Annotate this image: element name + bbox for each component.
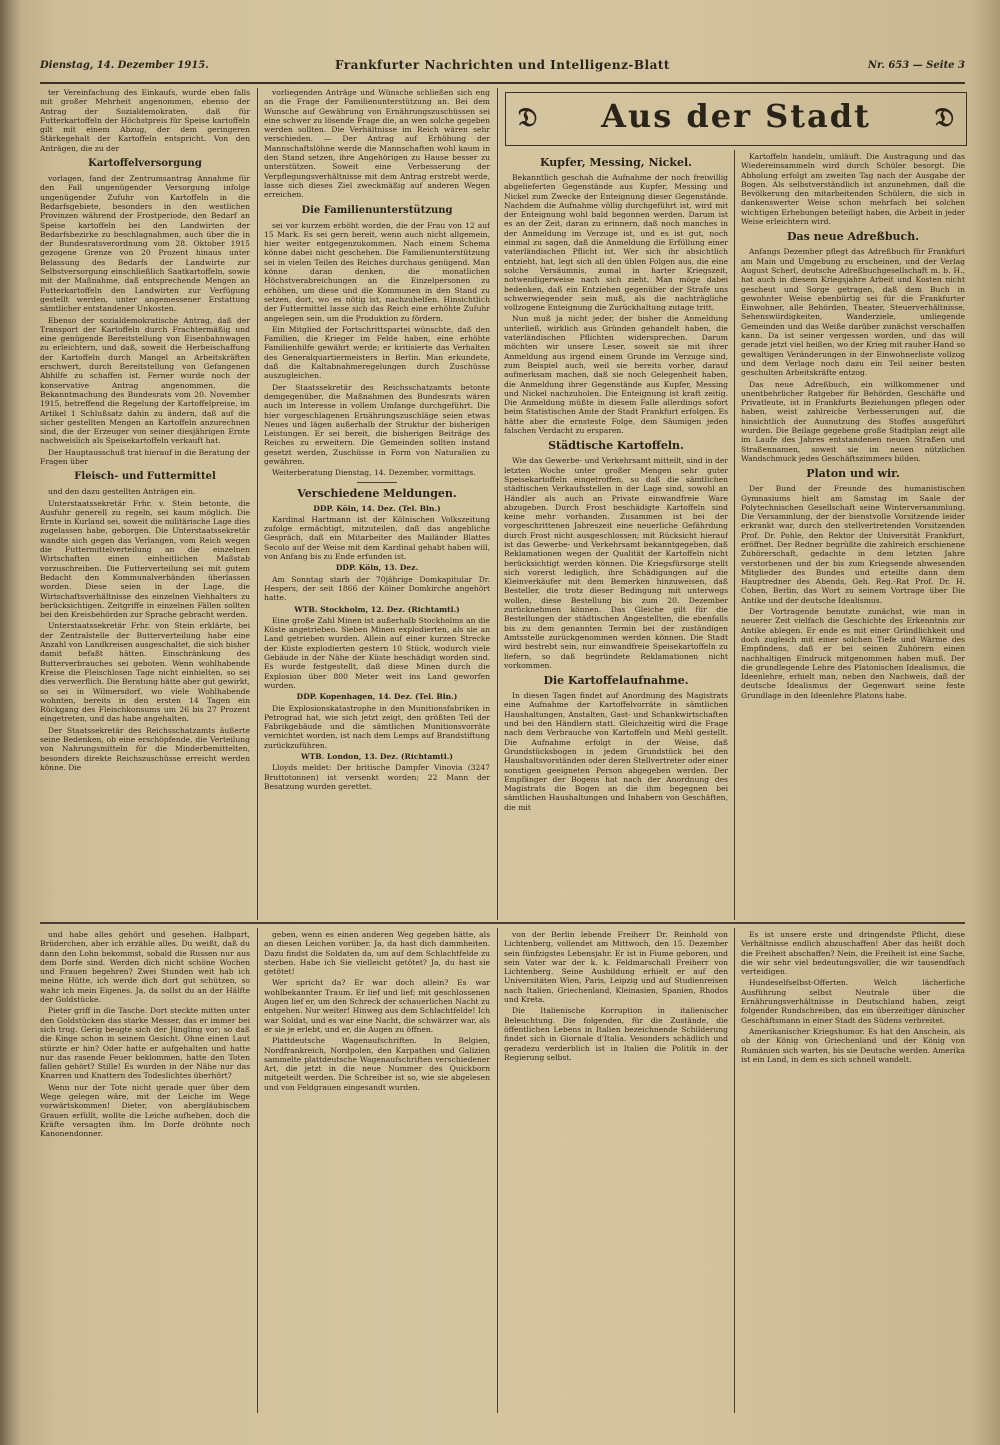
dateline: DDP. Köln, 14. Dez. (Tel. Bln.) <box>313 503 441 513</box>
feuilleton-paragraph: Plattdeutsche Wagenaufschriften. In Belgien, Nordfrankreich, Nordpolen, den Karpathen und Galizien sammelte plattdeutsche Wagenaufschriften verschiedener Art, die jetzt in die neue Nummer des Quickborn mitgeteilt werden. Die Schreiber ist so, wie sie abgelesen und von Feldgrauen eingesandt wurden. <box>264 1036 490 1092</box>
col4-heading-platon: Platon und wir. <box>806 467 900 481</box>
col3-heading-kupfer: Kupfer, Messing, Nickel. <box>539 156 693 169</box>
column-rule-3 <box>734 150 735 920</box>
notes-paragraph: Hundeselfselbst-Offerten. Welch lächerliche Ausführung selbst Neutrale über die Ernährungsverhältnisse in Deutschland haben, zeigt folgender Rundschreiben, das ein überzeitiger dänischer Geschäftsmann in einer Stadt des Südens verbreitet. <box>741 978 965 1025</box>
dateline: WTB. London, 13. Dez. (Richtamtl.) <box>301 752 453 761</box>
feuilleton-paragraph: und habe alles gehört und gesehen. Halbpart, Brüderchen, aber ich erzähle alles. Du weißt, daß du dann den Lohn bekommst, sobald die Russen nur aus dem Dorfe sind. Werden dich nicht schöne Wochen und Frauen begehren? Zwei Stunden weit hab ich meine Hütte, ich werde dich dort gut schützen, so wahr ich mein Eigenes. Ja, da sollst du an der Hälfte der Goldstücke. <box>40 930 250 1005</box>
separator <box>357 482 397 483</box>
col1-paragraph: Unterstaatssekretär Frhr. v. Stein betonte, die Ausfuhr generell zu regeln, sei kaum möglich. Die Ernte in Kurland sei, soweit die militärische Lage dies zugelassen habe, geborgen. Die Unterstaatssekretär wandte sich gegen das Verlangen, vom Reich wegen die Futtermittelverteilung an die einzelnen Wirtschaften einen einheitlichen Maßstab vorzuschreiben. Die Futterverteilung sei mit gutem Bedacht den Kommunalverbänden überlassen worden. Diese seien in der Lage, die Wirtschaftsverhältnisse des einzelnen Viehhalters zu berücksichtigen. Zeitgriffe in einzelnen Fällen sollten bei den Kreisbehörden zur Sprache gebracht werden. <box>40 498 250 620</box>
feuilleton-paragraph: Wer spricht da? Er war doch allein? Es war wohlbekannter Traum. Er lief und lief; mit geschlossenen Augen lief er, um den Schreck der schauerlichen Nacht zu entgehen. Nur weiter! Hinweg aus dem Schlachtfelde! Ich war Soldat, und es war eine Nacht, die schwärzer war, als er sie je erlebt, und er, die Augen zu öffnen. <box>264 978 490 1034</box>
col3-heading-kartoffelaufnahme: Die Kartoffelaufnahme. <box>543 674 689 688</box>
col2-paragraph: Ein Mitglied der Fortschrittspartei wünschte, daß den Familien, die Krieger im Felde haben, eine erhöhte Familienhilfe gewährt werde; er kritisierte das Verhalten des Generalquartiermeisters in Berlin. Man erkundete, daß die Kaltabnahmeregelungen durch Zuschüsse auszugleichen. <box>264 324 490 381</box>
col1-paragraph: ter Vereinfachung des Einkaufs, wurde eben falls mit großer Mehrheit angenommen, ebenso der Antrag der Sozialdemokraten, daß für Futterkartoffeln der Höchstpreis für Speise kartoffeln gilt mit einem Abzug, der dem geringeren Stärkegehalt der Kartoffeln entspricht. Von den Anträgen, die zu der <box>40 88 250 153</box>
col1-heading-fleisch: Fleisch- und Futtermittel <box>74 471 216 483</box>
col4-paragraph: Der Bund der Freunde des humanistischen Gymnasiums hielt am Samstag im Saale der Polytechnischen Gesellschaft seine Winterversammlung. Die Versammlung, der der bienstvolle Vorsitzende leider erkrankt war, durch den stellvertretenden Vorsitzenden Prof. Dr. Pohle, den Rektor der Universität Frankfurt, eröffnet. Der Redner begrüßte die zahlreich erschienene Zuhörerschaft, gedachte in dem letzten Jahre verstorbenen und der bis zum Kriegsende abwesenden Mitglieder des Bundes und erteilte dann dem Hauptredner des Abends, Geh. Reg.-Rat Prof. Dr. H. Cohen, Berlin, das Wort zu seinem Vortrage über Die Antike und der deutsche Idealismus. <box>741 484 965 605</box>
column-2 <box>264 88 490 918</box>
col2-paragraph: Kardinal Hartmann ist der Kölnischen Volkszeitung zufolge ermächtigt, mitzuteilen, daß das angebliche Gespräch, daß ein Mitarbeiter des Mailänder Blattes Secolo auf der Weise mit dem Kardinal gehabt haben will, von Anfang bis zu Ende erfunden ist. <box>264 514 490 562</box>
col2-heading-familienunterstuetzung: Die Familienunterstützung <box>301 204 453 216</box>
col4-heading-adressbuch: Das neue Adreßbuch. <box>786 230 920 244</box>
feuilleton-paragraph: Pieter griff in die Tasche. Dort steckte mitten unter den Goldstücken das starke Messer, das er immer bei sich trug. Gerig beugte sich der Jüngling vor; so daß die Kinge schon in seinem Gesicht. Ohne einen Laut stürzte er hin? Oder hatte er aufgehalten und hatte nur das rasende Feuer beklommen, hatte den Toten fallen gehört? Stille! Es wurden in der Nähe nur das Knarren und Knattern des Todeslichtes überhört? <box>40 1006 250 1081</box>
notes-paragraph: Es ist unsere erste und dringendste Pflicht, diese Verhältnisse endlich abzuschaffen! Aber das heißt doch die Freiheit abschaffen? Nein, die Freiheit ist eine Sache, die wir sehr viel bedeutungsvoller, die wir tausendfach verteidigen. <box>741 930 965 977</box>
column-3 <box>504 152 728 918</box>
col1-paragraph: Der Staatssekretär des Reichsschatzamts äußerte seine Bedenken, ob eine erschöpfende, die Verteilung von Nahrungsmitteln für die Minderbemittelten, besonders direkte Reichszuschüsse erreicht werden könne. Die <box>40 725 250 772</box>
column-rule-1 <box>257 88 258 920</box>
col1-paragraph: und den dazu gestellten Anträgen ein. <box>48 487 196 497</box>
col4-paragraph: Anfangs Dezember pflegt das Adreßbuch für Frankfurt am Main und Umgebung zu erscheinen, und der Verlag August Scherl, deutsche Adreßbuchgesellschaft m. b. H., hat auch in diesem Kriegsjahre Arbeit und Kosten nicht gescheut und Sorge getragen, daß dem Buch in gewohnter Weise ebenbürtig sei für die Frankfurter Einwohner, alle Behörden, Theater, Steuerverhältnisse, Sehenswürdigkeiten, Wanderziele, umliegende Gemeinden und das Weiße darüber zunächst verschaffen kann. Da ist seiner vergessen worden, und das will gerade jetzt viel heißen, wo der Krieg mit rauher Hand so gewaltigen Veränderungen in der Einwohnerliste vollzog und dem Verlage noch dazu ein Teil seiner besten geschulten Arbeitskräfte entzog. <box>741 247 965 378</box>
col2-paragraph: Am Sonntag starb der 70jährige Domkapitular Dr. Hespers, der seit 1866 der Kölner Domkirche angehört hatte. <box>264 574 490 603</box>
col1-paragraph: vorlagen, fand der Zentrumsantrag Annahme für den Fall ungenügender Versorgung infolge ungenügender Zufuhr von Kartoffeln in die Bedarfsgebiete, besonders in den westlichen Provinzen während der Frostperiode, den Bedarf an Speise kartoffeln bei den Landwirten der Bedarfsbezirke zu beschlagnahmen, auch über die in der Bundesratsverordnung vom 28. Oktober 1915 gezogene Grenze von 20 Prozent hinaus unter Belassung des Bedarfs der Landwirte zur Selbstversorgung einschließlich Saatkartoffeln, sowie mit der Maßnahme, daß entsprechende Mengen an Futterkartoffeln den Landwirten zur Verfügung gestellt werden, unter angemessener Erstattung sämtlicher entstandener Unkosten. <box>40 174 250 314</box>
col3-heading-kartoffeln: Städtische Kartoffeln. <box>548 439 684 453</box>
col3-paragraph: Nun muß ja nicht jeder, der bisher die Anmeldung unterließ, wirklich aus Gründen gehandelt haben, die vaterländischen Pflichten widersprechen. Darum möchten wir unsere Leser, soweit sie mit ihrer Anmeldung aus irgend einem Grunde im Verzuge sind, zum Beispiel auch, weil sie bereits vorher, darauf aufmerksam machen, daß sie noch Gelegenheit haben, die Anmeldung ihrer Gegenstände aus Kupfer, Messing und Nickel nachzuholen. Die Enteignung ist kraft zeitig. Die Anmeldung müßte in diesem Falle allerdings sofort beim Statistischen Amte der Stadt Frankfurt erfolgen. Es hätte aber die ernsteste Folge, dem Säumigen jeden falschen Verdacht zu ersparen. <box>504 314 728 436</box>
col1-heading-kartoffelversorgung: Kartoffelversorgung <box>88 158 202 170</box>
col2-paragraph: Eine große Zahl Minen ist außerhalb Stockholms an die Küste angetrieben. Sieben Minen explodierten, als sie an Land getrieben wurden. Allein auf einer kurzen Strecke der Küste explodierten gestern 10 Stück, wodurch viele Gebäude in der Nähe der Küste beschädigt worden sind. Es wurde festgestellt, daß diese Minen durch die Explosion über 800 Meter weit ins Land geworfen wurden. <box>264 615 490 690</box>
column-rule-2 <box>497 88 498 920</box>
lower-column-rule-2 <box>497 928 498 1413</box>
header-page-number: Nr. 653 — Seite 3 <box>867 60 965 71</box>
col3-paragraph: Bekanntlich geschah die Aufnahme der noch freiwillig abgelieferten Gegenstände aus Kupfer, Messing und Nickel zum Zwecke der Enteignung dieser Gegenstände. Nachdem die Aufnahme völlig durchgeführt ist, wird mit der Enteignung wohl bald begonnen werden. Darum ist es an der Zeit, daran zu erinnern, daß noch manches in der Anmeldung im Verzuge ist, und es ist gut, noch einmal zu sagen, daß die Anmeldung die Erfüllung einer vaterländischen Pflicht ist. Wer sich ihr absichtlich entzieht, hat, legt sich all den üblen Folgen aus, die eine solche Versäumnis, zumal in harter Kriegszeit, notwendigerweise nach sich zieht. Man möge dabei bedenken, daß ein Entziehen gegenüber der Strafe uns schwerwiegender sein muß, als die nachträgliche vollzogene Enteignung die Zurückhaltung zutage tritt. <box>504 173 728 313</box>
col2-paragraph: sei vor kurzem erhöht worden, die der Frau von 12 auf 15 Mark. Es sei gern bereit, wenn auch nicht allgemein, hier weiter entgegenzukommen. Nach einem Schema könne dabei nicht geschehen. Die Familienunterstützung sei in vielen Teilen des Reiches durchaus genügend. Man könne daran denken, die monatlichen Höchstverabreichungen an die Einzelpersonen zu erhöhen, um diese und die Kommunen in den Stand zu setzen, dort, wo es nötig ist, nachzuhelfen. Hinsichtlich der Futtermittel lasse sich das Reich eine erhöhte Zufuhr angelegen sein, um die Produktion zu fördern. <box>264 220 490 323</box>
header-newspaper-name: Frankfurter Nachrichten und Intelligenz-Blatt <box>335 58 670 72</box>
col3-paragraph: In diesen Tagen findet auf Anordnung des Magistrats eine Aufnahme der Kartoffelvorräte in sämtlichen Haushaltungen, Anstalten, Gast- und Schankwirtschaften und bei den Händlern statt. Gleichzeitig wird die Frage nach dem Verbrauche von Kartoffeln und Mehl gestellt. Die Aufnahme erfolgt in der Weise, daß Grundstücksbogen in jedem Grundstück bei den Haushaltsvorständen oder deren Stellvertreter oder einer sonstigen geeigneten Person abgegeben werden. Der Empfänger der Bogens hat nach der Anordnung des Magistrats die Bogen an die ihm begegnen bei sämtlichen Haushaltungen und Inhabern von Geschäften, die mit <box>504 691 728 812</box>
col2-paragraph: vorliegenden Anträge und Wünsche schließen sich eng an die Frage der Familienunterstützung an. Bei dem Wunsche auf Gewährung von Ernährungszuschüssen sei eine schwer zu lösende Frage die, an wen solche gegeben werden sollten. Die Verhältnisse im Reich wären sehr verschieden. — Der Antrag auf Erhöhung der Mannschaftslöhne werde die Mannschaften wohl kaum in den Stand setzen, ihre Angehörigen zu Hause besser zu unterstützen. Soweit eine Verbesserung der Verpflegungsverhältnisse mit dem Antrag erstrebt werde, lasse sich dieses Ziel zweckmäßig auf anderen Wegen erreichen. <box>264 88 490 200</box>
dateline: WTB. Stockholm, 12. Dez. (Richtamtl.) <box>294 604 460 614</box>
lower-column-1 <box>40 930 250 1410</box>
lower-column-rule-3 <box>734 928 735 1413</box>
lower-column-2 <box>264 930 490 1410</box>
lower-column-3 <box>504 930 728 1410</box>
lower-column-rule-1 <box>257 928 258 1413</box>
feuilleton-paragraph: geben, wenn es einen anderen Weg gegeben hätte, als an diesen Leichen vorüber. Ja, da hast dich dammheiten. Dazu findst die Soldaten da, um auf dem Schlachtfelde zu sterben. Habe ich Sie vielleicht getötet? Ja, du hast sie getötet! <box>264 930 490 977</box>
notes-paragraph: Die Italienische Korruption in italienischer Beleuchtung. Die folgenden, für die Zustände, die öffentlichen Lebens in Italien bezeichnende Schilderung findet sich in Giornale d'Italia. Vesonders schädlich und geradezu verderblich ist in Italien die Politik in der Regierung selbst. <box>504 1006 728 1062</box>
feuilleton-paragraph: Wenn nur der Tote nicht gerade quer über dem Wege gelegen wäre, mit der Leiche im Wege vorwärtskommen! Dieter, von abergläubischem Grauen erfüllt, wollte die Leiche aufheben, doch die Kräfte versagten ihm. Im Dorfe dröhnte noch Kanonendonner. <box>40 1082 250 1139</box>
page-header <box>40 56 965 84</box>
col2-paragraph: Weiterberatung Dienstag, 14. Dezember, vormittags. <box>272 468 476 478</box>
col1-paragraph: Unterstaatssekretär Frhr. von Stein erklärte, bei der Zentralstelle der Butterverteilung habe eine Anzahl von Landkreisen ausgeschaltet, die sich bisher damit befaßt hätten. Einschränkung des Butterverbrauches sei geboten. Wenn wohlhabende Kreise die Fleischlosen Tage nicht einhielten, so sei dies verwerflich. Die Beratung hätte aber gut gewirkt, so sei in Wilmersdorf, wo viele Wohlhabende wohnten, bereits in den ersten 14 Tagen ein Rückgang des Fleischkonsums um 26 bis 27 Prozent eingetreten, und das habe angehalten. <box>40 621 250 724</box>
col3-paragraph: Wie das Gewerbe- und Verkehrsamt mitteilt, sind in der letzten Woche unter großer Mengen sehr guter Speisekartoffeln eingetroffen, so daß die sämtlichen städtischen Verkaufsstellen in der Lage sind, sowohl an Händler als auch an Private einwandfreie Ware abzugeben. Durch Frost beschädigte Kartoffeln sind keine mehr vorhanden. Zusammen ist bei der vorgeschrittenen Jahreszeit eine neuerliche Gefährdung durch Frost nicht ausgeschlossen; mit Rücksicht hierauf ist das Gewerbe- und Verkehrsamt bekanntgegeben, daß Reklamationen wegen der Qualität der Kartoffeln nicht berücksichtigt werden können. Die Kriegsfürsorge stellt sich vorerst lediglich, ihre Schädigungen auf die Kleinverkäufer mit dem Bemerken hinzuweisen, daß Besteller, die trotz dieser Bedingung mit unterwegs wollen, diese Bestellung bis zum 20. Dezember zurücknehmen können. Das Gleiche gilt für die Bestellungen der städtischen Angestellten, die ebenfalls bis zu dem genannten Termin bei der zuständigen Amtsstelle zurückgenommen werden können. Die Stadt wird bestrebt sein, nur einwandfreie Speisekartoffeln zu liefern, so daß begründete Reklamationen nicht vorkommen. <box>504 456 728 670</box>
col2-paragraph: Der Staatssekretär des Reichsschatzamts betonte demgegenüber, die Maßnahmen des Bundesrats wären auch im Interesse in vollem Umfange durchgeführt. Die hier vorgeschlagenen Ernährungszuschläge seien etwas Neues und lägen außerhalb der Struktur der bisherigen Leistungen. Er sei bereit, die bisherigen Beiträge des Reiches zu erweitern. Die Gemeinden sollten instand gesetzt werden, Zuschüsse in Form von Naturalien zu gewähren. <box>264 382 490 466</box>
section-banner <box>505 92 967 146</box>
col4-paragraph: Das neue Adreßbuch, ein willkommener und unentbehrlicher Ratgeber für Behörden, Geschäfte und Privatleute, ist in Frankfurts Beziehungen pflegen oder haben, weist zahlreiche Verbesserungen auf, die hinsichtlich der Ausnutzung des Stoffes ausgeführt wurden. Die Beilage gegebene große Stadtplan zeigt alle im Laufe des Jahres entstandenen neuen Straßen und Straßennamen, soweit sie im neuen nützlichen Wandschmuck jedes Geschäftszimmers bilden. <box>741 379 965 463</box>
section-divider <box>40 922 965 924</box>
col4-paragraph: Der Vortragende benutzte zunächst, wie man in neuerer Zeit vielfach die Geschichte des Erkenntnis zur Antike ablegen. Er ende es mit einer Gründlichkeit und doch zugleich mit einer solchen Tiefe und Wärme des Empfindens, daß er bei seinen Zuhörern einen nachhaltigen Eindruck mitgenommen haben muß. Der die grundlegende Lehre des Platonischen Idealismus, die Ideenlehre, erhielt man, neben den Nachweis, daß der deutsche Idealismus der Gegenwart seine feste Grundlage in den Ideenlehre Platons habe. <box>741 607 965 700</box>
dateline: DDP. Köln, 13. Dez. <box>335 563 419 573</box>
column-4 <box>741 152 965 918</box>
col4-paragraph: Kartoffeln handeln, umläuft. Die Austragung und das Wiedereinsammeln wird durch Schüler besorgt. Die Abholung erfolgt am zweiten Tag nach der Ausgabe der Bogen. Als selbstverständlich ist anzunehmen, daß die Bevölkerung den mitarbeitenden Schülern, die sich in dankenswerter Weise schon mehrfach bei solchen wichtigen Erhebungen beteiligt haben, die Arbeit in jeder Weise erleichtern wird. <box>741 152 965 227</box>
col1-paragraph: Der Hauptausschuß trat hierauf in die Beratung der Fragen über <box>40 447 250 466</box>
col2-heading-meldungen: Verschiedene Meldungen. <box>297 486 457 500</box>
column-1 <box>40 88 250 918</box>
dateline: DDP. Kopenhagen, 14. Dez. (Tel. Bln.) <box>296 692 458 702</box>
binding-edge <box>0 0 22 1445</box>
header-date: Dienstag, 14. Dezember 1915. <box>40 60 209 71</box>
lower-column-4 <box>741 930 965 1410</box>
banner-ornament-left: 𝔇 <box>518 103 538 133</box>
page-edge-shadow <box>970 0 1000 1445</box>
banner-ornament-right: 𝔇 <box>934 103 954 133</box>
banner-title: Aus der Stadt <box>601 97 871 135</box>
notes-paragraph: Amerikanischer Kriegshumor. Es hat den Anschein, als ob der König von Griechenland und der König von Rumänien sich warten, bis sie Deutsche werden. Amerika ist ein Land, in dem es sich schnell wandelt. <box>741 1026 965 1064</box>
notes-paragraph: von der Berlin lebende Freiherr Dr. Reinhold von Lichtenberg, vollendet am Mittwoch, den 15. Dezember sein fünfzigstes Lebensjahr. Er ist in Fiume geboren, und sein Vater war der k. k. Feldmarschall Freiherr von Lichtenberg. Seine Ausbildung erhielt er auf den Universitäten Wien, Paris, Leipzig und auf Studienreisen nach Italien, Griechenland, Kleinasien, Spanien, Rhodos und Kreta. <box>504 930 728 1005</box>
col1-paragraph: Ebenso der sozialdemokratische Antrag, daß der Transport der Kartoffeln durch Frachtermäßig und eine genügende Bereitstellung von Eisenbahnwagen zu erleichtern, und daß, soweit die Herbeischaffung der Kartoffeln durch Mangel an Arbeitskräften erschwert, durch Bereitstellung von Gefangenen Abhilfe zu schaffen ist. Ferner wurde noch der konservative Antrag angenommen, die Bekanntmachung des Bundesrats vom 20. November 1915, betreffend die Regelung der Kartoffelpreise, im Artikel 1 Schlußsatz dahin zu ändern, daß auf die sicher gestellten Mengen an Kartoffeln anzurechnen sind, die der Erzeuger von seiner diesjährigen Ernte nachweislich als Speisekartoffeln verkauft hat. <box>40 315 250 446</box>
col2-paragraph: Die Explosionskatastrophe in den Munitionsfabriken in Petrograd hat, wie sich jetzt zeigt, den größten Teil der Fabrikgebäude und die sämtlichen Munitionsvorräte vernichtet worden, ist nach dem Lemps auf Brandstiftung zurückzuführen. <box>264 703 490 750</box>
col2-paragraph: Lloyds meldet: Der britische Dampfer Vinovia (3247 Bruttotonnen) ist versenkt worden; 22 Mann der Besatzung wurden gerettet. <box>264 763 490 791</box>
